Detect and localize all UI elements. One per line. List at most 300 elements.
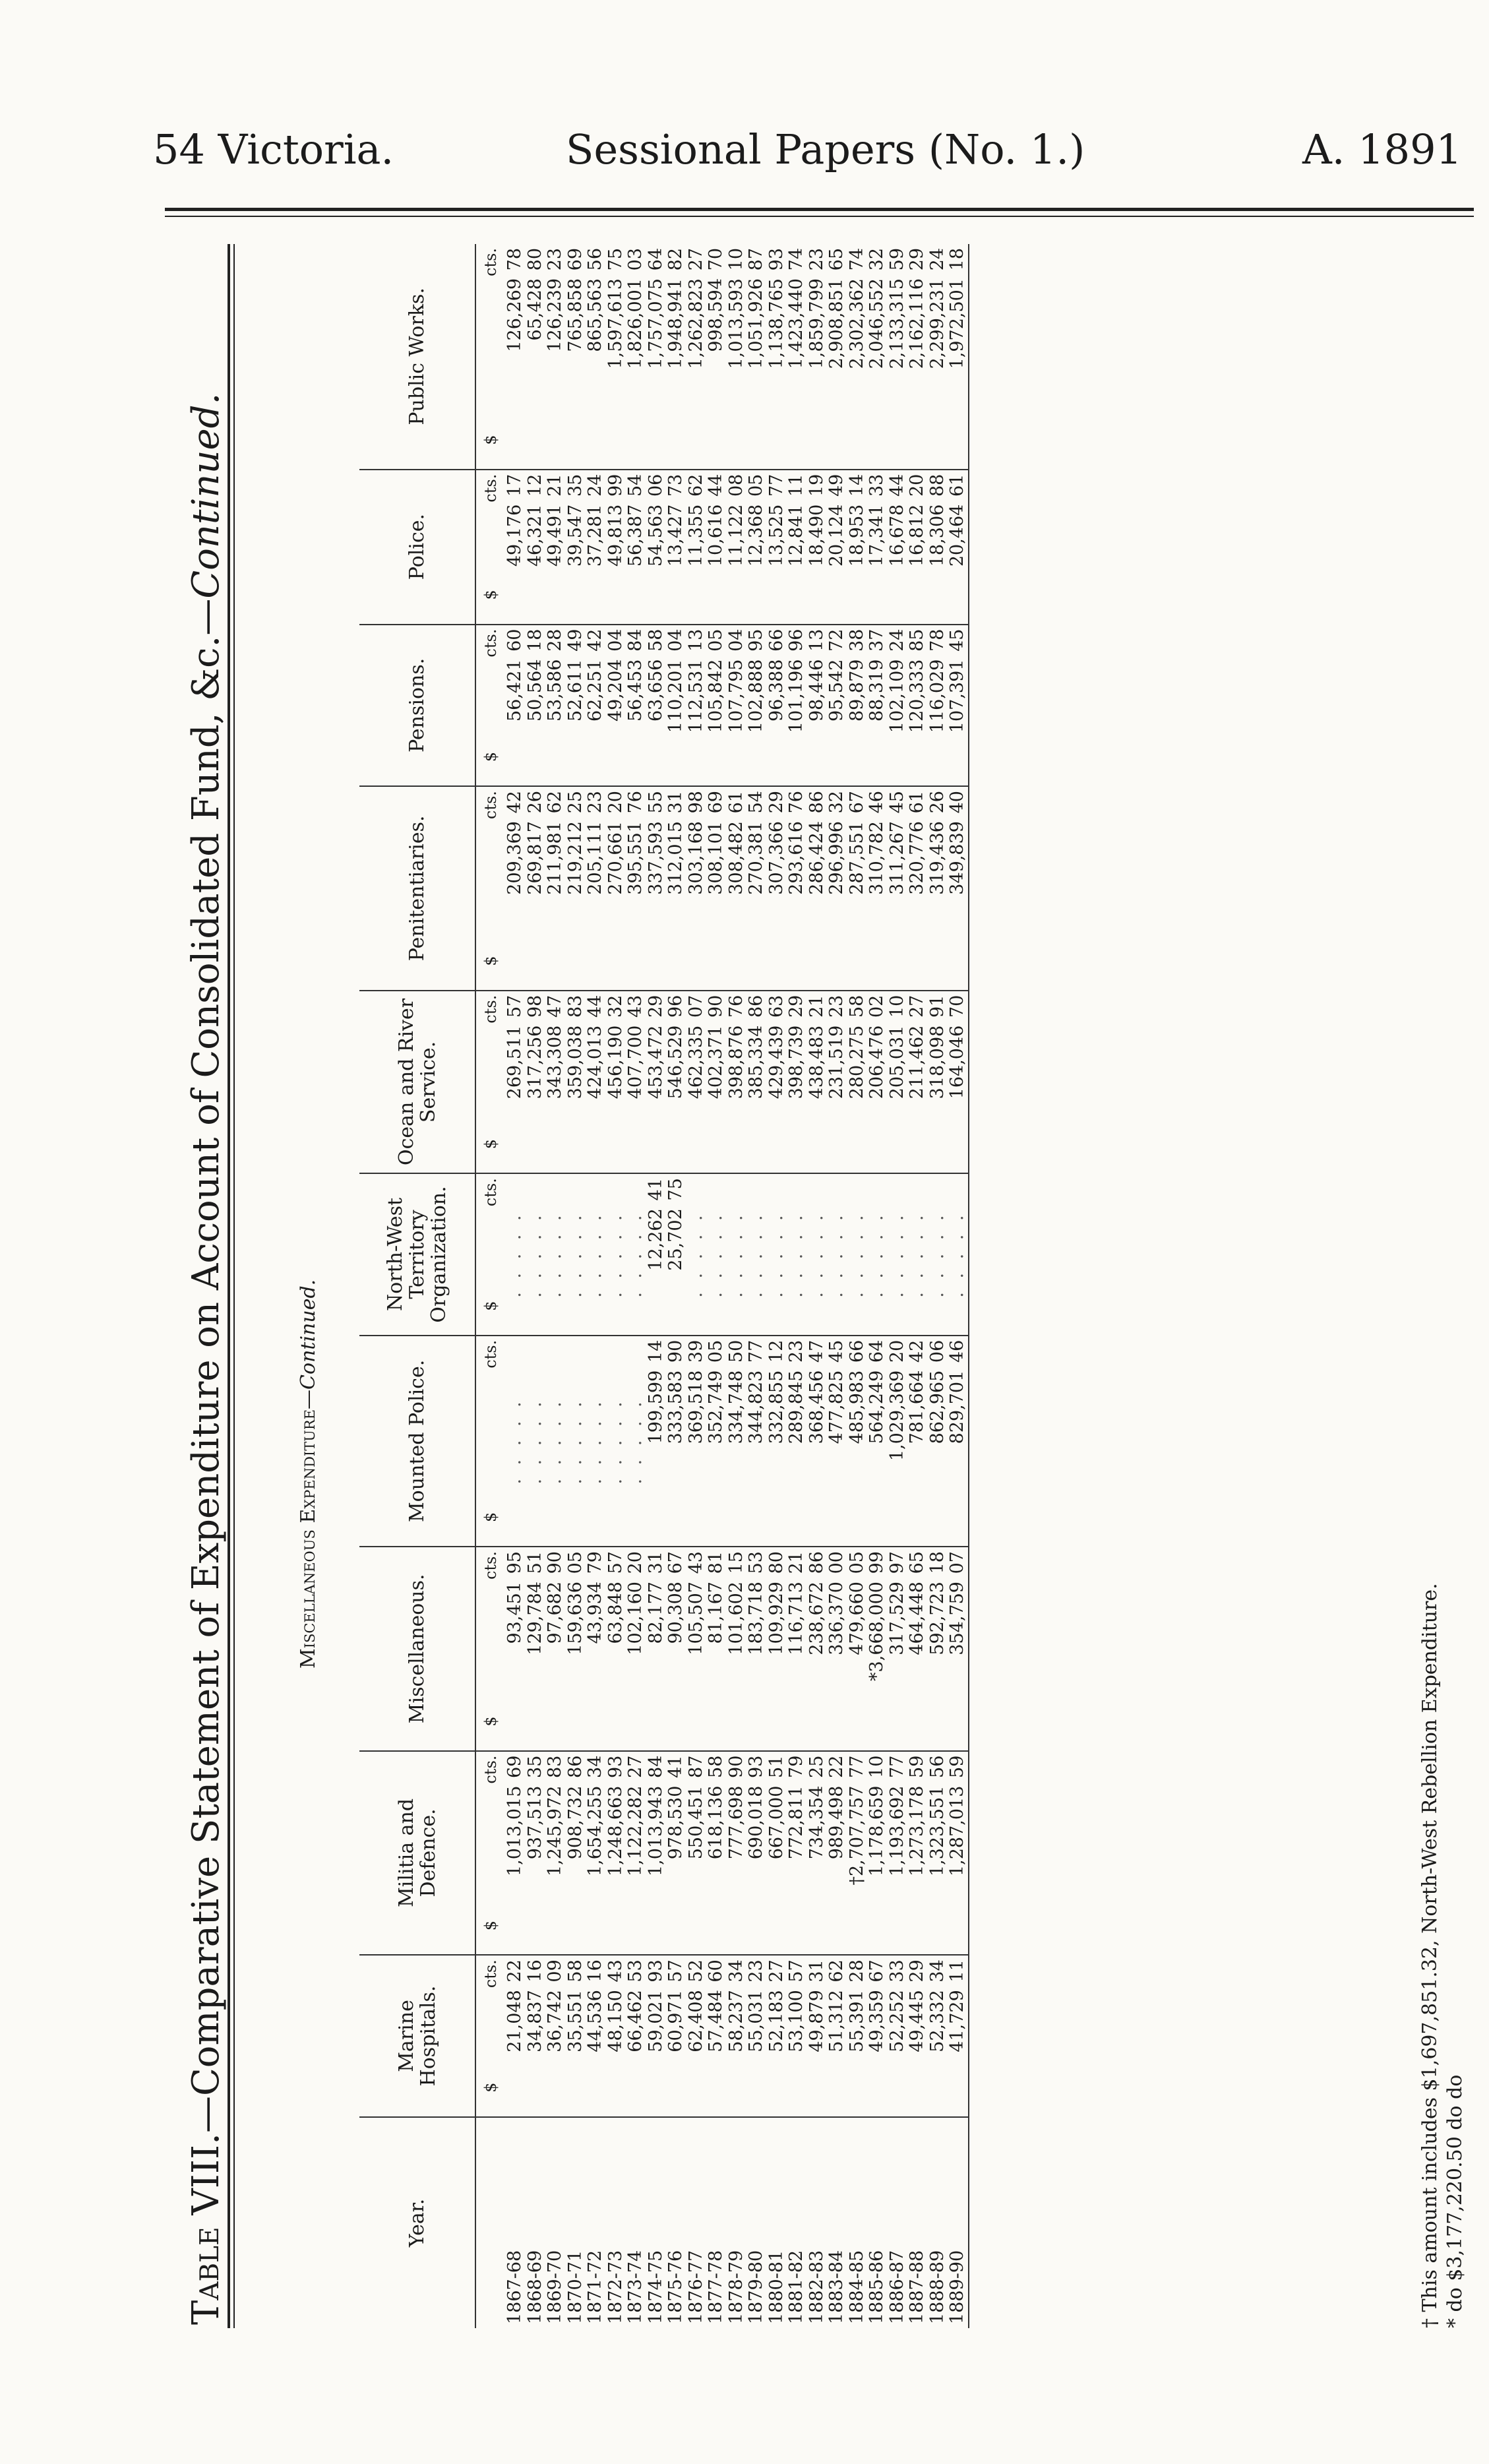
expenditure-table	[359, 244, 969, 2328]
amount-cell	[586, 244, 606, 470]
amount-cell	[626, 1955, 646, 2117]
footnote-star: * do $3,177,220.50 do do	[1443, 2074, 1467, 2328]
cents: 69	[706, 791, 726, 814]
amount-cell	[706, 786, 727, 991]
cents: 11	[947, 1959, 967, 1983]
amount-cell	[847, 991, 868, 1174]
cents: 10	[866, 1755, 887, 1778]
dollars: 49,491	[545, 504, 565, 567]
dollars: 1,826,001	[625, 278, 646, 369]
dollars: 183,718	[746, 1582, 766, 1655]
year-cell: 1878-79	[725, 2250, 746, 2324]
column-header: Police.	[359, 470, 475, 625]
amount-cell	[505, 991, 526, 1174]
cents: 31	[645, 1551, 666, 1574]
dollars: 49,879	[806, 1990, 827, 2052]
amount-cell	[787, 470, 807, 625]
cents: 86	[806, 1551, 827, 1574]
cents: 78	[504, 248, 525, 271]
dollars: 269,511	[504, 1025, 525, 1099]
dollars: 592,723	[927, 1582, 948, 1655]
amount-cell	[787, 625, 807, 787]
dollars: 1,029,369	[886, 1370, 907, 1462]
amount-cell	[545, 1955, 566, 2117]
amount-cell	[827, 1955, 847, 2117]
cents: 65	[907, 1551, 927, 1574]
dollars: 333,583	[665, 1370, 686, 1444]
cents: 26	[927, 791, 948, 814]
dollars: 53,586	[545, 659, 565, 722]
dollars: 116,713	[786, 1582, 806, 1655]
empty-cell: . . . . .	[526, 1336, 546, 1547]
dollars: 311,267	[886, 821, 907, 895]
amount-cell	[706, 625, 727, 787]
cents: 24	[585, 474, 605, 497]
dollars: 462,335	[685, 1025, 706, 1099]
amount-cell	[646, 625, 667, 787]
dollars: 1,273,178	[907, 1785, 927, 1877]
cents: 46	[866, 791, 887, 814]
dollars: 55,391	[846, 1990, 867, 2052]
amount-cell	[566, 991, 586, 1174]
cents: 02	[866, 995, 887, 1018]
dollars: 93,451	[504, 1582, 525, 1644]
amount-cell	[827, 1751, 847, 1956]
amount-cell	[646, 786, 667, 991]
amount-cell	[606, 1547, 626, 1751]
cents: 91	[927, 995, 948, 1018]
amount-cell	[767, 786, 787, 991]
amount-cell	[807, 625, 828, 787]
dollars: 385,334	[746, 1025, 766, 1099]
table-row	[727, 244, 747, 2328]
amount-cell	[505, 625, 526, 787]
cents: 29	[907, 248, 927, 271]
cents: 03	[625, 248, 646, 271]
amount-cell	[827, 786, 847, 991]
dollars: 772,811	[786, 1785, 806, 1860]
cents: 05	[846, 1551, 867, 1574]
amount-cell	[626, 1751, 646, 1956]
column-header: Ocean and River Service.	[359, 991, 475, 1174]
cents-label: cts.	[481, 1340, 500, 1369]
table-row	[907, 244, 928, 2328]
table-row	[545, 244, 566, 2328]
cents: 52	[685, 1959, 706, 1983]
amount-cell	[686, 1547, 707, 1751]
amount-cell	[907, 1955, 928, 2117]
dollars: 1,287,013	[947, 1785, 967, 1877]
dollars: 62,408	[685, 1990, 706, 2052]
session-label: 54 Victoria.	[153, 125, 394, 173]
year-cell: 1876-77	[685, 2250, 706, 2324]
table-row	[586, 244, 606, 2328]
dollars: 39,547	[564, 504, 586, 567]
dollars: 116,029	[927, 659, 948, 733]
dollars: 937,513	[524, 1785, 545, 1860]
amount-cell	[767, 1955, 787, 2117]
dollars: 18,953	[846, 504, 867, 567]
year-cell: 1885-86	[866, 2250, 887, 2324]
amount-cell	[727, 1751, 747, 1956]
empty-cell: . . . . .	[706, 1173, 727, 1336]
empty-cell: . . . . .	[767, 1173, 787, 1336]
cents: 79	[585, 1551, 605, 1574]
dollars: 1,859,799	[806, 278, 827, 369]
dollars: 398,739	[786, 1025, 806, 1099]
header-rule	[165, 208, 1474, 211]
cents: 62	[826, 1959, 847, 1983]
empty-cell: . . . . .	[526, 1173, 546, 1336]
dollars: 1,757,075	[645, 278, 666, 369]
dollars: 464,448	[907, 1582, 927, 1655]
dollars: 205,111	[585, 821, 605, 895]
cents: 76	[725, 995, 746, 1018]
amount-cell	[526, 470, 546, 625]
dollars: 18,306	[927, 504, 948, 567]
year-cell: 1882-83	[806, 2250, 827, 2324]
dollars: 49,204	[605, 659, 626, 722]
dollars: 98,446	[806, 659, 827, 722]
cents: 11	[786, 474, 806, 497]
dollars: 734,354	[806, 1785, 827, 1860]
dollars: 2,133,315	[886, 278, 907, 369]
dollars: 211,981	[545, 821, 565, 895]
unit-cell	[475, 1955, 505, 2117]
amount-cell	[586, 991, 606, 1174]
dollars: 11,122	[725, 504, 746, 567]
amount-cell	[746, 1336, 767, 1547]
cents: 20	[625, 1551, 646, 1574]
column-header: Year.	[359, 2117, 475, 2328]
frame-rule	[228, 244, 230, 2328]
table-row	[706, 244, 727, 2328]
dollars: 270,661	[605, 821, 626, 895]
empty-cell: . . . . .	[545, 1336, 566, 1547]
empty-cell: . . . . .	[888, 1173, 908, 1336]
cents: 66	[846, 1340, 867, 1363]
amount-cell	[907, 625, 928, 787]
cents: 29	[766, 791, 787, 814]
footnote-dagger: † This amount includes $1,697,851.32, North-West Rebellion Expenditure.	[1418, 1583, 1442, 2328]
amount-cell	[928, 991, 948, 1174]
empty-cell: . . . . .	[566, 1173, 586, 1336]
dollars: 52,183	[766, 1990, 787, 2052]
dollars: 318,098	[927, 1025, 948, 1099]
cents: 86	[746, 995, 766, 1018]
amount-cell	[888, 1336, 908, 1547]
year-cell: 1884-85	[846, 2250, 867, 2324]
amount-cell	[606, 625, 626, 787]
dollars: 1,972,501	[947, 278, 967, 369]
cents: 80	[766, 1551, 787, 1574]
cents: 69	[564, 248, 586, 271]
amount-cell	[827, 1547, 847, 1751]
cents: 27	[625, 1755, 646, 1778]
amount-cell	[907, 244, 928, 470]
dollars: 126,239	[545, 278, 565, 352]
dollars: 90,308	[665, 1582, 686, 1644]
frame-rule-thin	[233, 244, 235, 2328]
amount-cell	[867, 625, 888, 787]
cents: 24	[927, 248, 948, 271]
running-header	[0, 125, 1489, 185]
dollars: 120,333	[907, 659, 927, 733]
dollars: 2,302,362	[846, 278, 867, 369]
amount-cell	[827, 470, 847, 625]
table-row	[787, 244, 807, 2328]
cents: 05	[746, 474, 766, 497]
amount-cell	[586, 1751, 606, 1956]
cents: 84	[625, 629, 646, 652]
cents: 73	[665, 474, 686, 497]
amount-cell	[888, 625, 908, 787]
dollars: 63,848	[605, 1582, 626, 1644]
cents: 61	[907, 791, 927, 814]
dollars: 368,456	[806, 1370, 827, 1444]
amount-cell	[787, 1751, 807, 1956]
amount-cell	[767, 244, 787, 470]
dollars: 231,519	[826, 1025, 847, 1099]
empty-cell: . . . . .	[606, 1173, 626, 1336]
year-cell: 1873-74	[625, 2250, 646, 2324]
amount-cell	[686, 470, 707, 625]
dollars: 424,013	[585, 1025, 605, 1099]
dollars: 49,813	[605, 504, 626, 567]
amount-cell	[767, 991, 787, 1174]
cents: 21	[545, 474, 565, 497]
dollars: 865,563	[585, 278, 605, 352]
cents: 00	[826, 1551, 847, 1574]
dollars: 206,476	[866, 1025, 887, 1099]
table-row	[666, 244, 686, 2328]
cents: 96	[665, 995, 686, 1018]
dollars: 1,597,613	[605, 278, 626, 369]
dollars: 354,759	[947, 1582, 967, 1655]
amount-cell	[545, 470, 566, 625]
amount-cell	[606, 244, 626, 470]
dollars: 1,122,282	[625, 1785, 646, 1877]
dollars: 546,529	[665, 1025, 686, 1099]
amount-cell	[907, 1751, 928, 1956]
amount-cell	[928, 244, 948, 470]
column-header: Marine Hospitals.	[359, 1955, 475, 2117]
dollars: 349,839	[947, 821, 967, 895]
empty-cell: . . . . .	[928, 1173, 948, 1336]
dollars: 485,983	[846, 1370, 867, 1444]
cents: 23	[786, 1340, 806, 1363]
cents: 58	[645, 629, 666, 652]
empty-cell: . . . . .	[787, 1173, 807, 1336]
year-cell: 1870-71	[564, 2250, 586, 2324]
dollars: 52,252	[886, 1990, 907, 2052]
cents: 13	[806, 629, 827, 652]
amount-cell	[666, 991, 686, 1174]
cents: 86	[806, 791, 827, 814]
amount-cell	[626, 470, 646, 625]
dollars: 1,013,593	[725, 278, 746, 369]
dollars: 205,031	[886, 1025, 907, 1099]
cents: 75	[605, 248, 626, 271]
amount-cell	[545, 1751, 566, 1956]
cents: 07	[685, 995, 706, 1018]
dollar-sign: $	[481, 751, 500, 762]
cents: 12	[766, 1340, 787, 1363]
cents: 83	[545, 1755, 565, 1778]
amount-cell	[646, 1173, 667, 1336]
amount-cell	[606, 991, 626, 1174]
year-cell: 1871-72	[585, 2250, 605, 2324]
cents: 83	[564, 995, 586, 1018]
dollars: 105,842	[706, 659, 726, 733]
dollars: 51,312	[826, 1990, 847, 2052]
amount-cell	[686, 244, 707, 470]
amount-cell	[867, 786, 888, 991]
cents: 86	[564, 1755, 586, 1778]
cents: 14	[645, 1340, 666, 1363]
cents: 38	[846, 629, 867, 652]
empty-cell: . . . . .	[867, 1173, 888, 1336]
cents: 69	[504, 1755, 525, 1778]
amount-cell	[827, 1336, 847, 1547]
table-row	[827, 244, 847, 2328]
amount-cell	[907, 786, 928, 991]
dollars: 989,498	[826, 1785, 847, 1860]
cents: 34	[725, 1959, 746, 1983]
dollars: 862,965	[927, 1370, 948, 1444]
dollars: 109,929	[766, 1582, 787, 1655]
cents: 22	[826, 1755, 847, 1778]
unit-cell	[475, 1547, 505, 1751]
cents: 20	[605, 791, 626, 814]
unit-cell-year	[475, 2117, 505, 2328]
dollars: 407,700	[625, 1025, 646, 1099]
dollars: 1,245,972	[545, 1785, 565, 1877]
dollars: 1,248,663	[605, 1785, 626, 1877]
year-cell: 1877-78	[706, 2250, 726, 2324]
dollars: 89,879	[846, 659, 867, 722]
cents: 87	[746, 248, 766, 271]
dollars: 908,732	[564, 1785, 586, 1860]
dollars: 56,421	[504, 659, 525, 722]
amount-cell	[787, 244, 807, 470]
amount-cell	[888, 244, 908, 470]
amount-cell	[847, 786, 868, 991]
amount-cell	[686, 786, 707, 991]
amount-cell	[505, 1955, 526, 2117]
dollars: 343,308	[545, 1025, 565, 1099]
dollars: 20,124	[826, 504, 847, 567]
amount-cell	[928, 1955, 948, 2117]
cents: 64	[645, 248, 666, 271]
amount-cell	[827, 991, 847, 1174]
table-row	[526, 244, 546, 2328]
amount-cell	[847, 1547, 868, 1751]
cents: 42	[585, 629, 605, 652]
cents: 27	[685, 248, 706, 271]
dollars: 777,698	[725, 1785, 746, 1860]
cents: 82	[665, 248, 686, 271]
cents: 29	[645, 995, 666, 1018]
amount-cell	[545, 991, 566, 1174]
empty-cell: . . . . .	[626, 1173, 646, 1336]
dollars: 369,518	[685, 1370, 706, 1444]
cents: 59	[947, 1755, 967, 1778]
cents: 47	[545, 995, 565, 1018]
cents: 20	[886, 1340, 907, 1363]
amount-cell	[847, 244, 868, 470]
cents: 90	[725, 1755, 746, 1778]
cents: 09	[545, 1959, 565, 1983]
year-cell: 1872-73	[605, 2250, 626, 2324]
dollars: 438,483	[806, 1025, 827, 1099]
dollars: 97,682	[545, 1582, 565, 1644]
cents: 10	[886, 995, 907, 1018]
dollars: 320,776	[907, 821, 927, 895]
amount-cell	[526, 991, 546, 1174]
cents: 31	[806, 1959, 827, 1983]
amount-cell	[626, 786, 646, 991]
dollars: 310,782	[866, 821, 887, 895]
dollars: 53,100	[786, 1990, 806, 2052]
cents: 61	[725, 791, 746, 814]
amount-cell	[566, 244, 586, 470]
dollars: 102,160	[625, 1582, 646, 1655]
cents: 57	[504, 995, 525, 1018]
cents: 77	[846, 1755, 867, 1778]
cents: 23	[585, 791, 605, 814]
amount-cell	[746, 991, 767, 1174]
amount-cell	[566, 1547, 586, 1751]
amount-cell	[727, 1547, 747, 1751]
year-cell: 1879-80	[746, 2250, 766, 2324]
dollars: 289,845	[786, 1370, 806, 1444]
year-cell: 1887-88	[907, 2250, 927, 2324]
amount-cell	[505, 786, 526, 991]
amount-cell	[907, 991, 928, 1174]
table-body	[505, 244, 969, 2328]
dollars: 102,888	[746, 659, 766, 733]
dollars: 110,201	[665, 659, 686, 733]
dollars: 49,445	[907, 1990, 927, 2052]
cents: 42	[504, 791, 525, 814]
unit-cell	[475, 625, 505, 787]
dollars: 25,702	[665, 1208, 686, 1271]
amount-cell	[867, 1336, 888, 1547]
cents: 93	[746, 1755, 766, 1778]
cents: 23	[826, 995, 847, 1018]
amount-cell	[746, 625, 767, 787]
dollars: 1,193,692	[886, 1785, 907, 1877]
amount-cell	[526, 244, 546, 470]
column-header: Militia and Defence.	[359, 1751, 475, 1956]
dollars: 690,018	[746, 1785, 766, 1860]
dollars: 129,784	[524, 1582, 545, 1655]
dollars: 280,275	[846, 1025, 867, 1099]
amount-cell	[706, 1955, 727, 2117]
amount-cell	[706, 991, 727, 1174]
amount-cell	[907, 1547, 928, 1751]
cents: 25	[564, 791, 586, 814]
cents-label: cts.	[481, 1755, 500, 1784]
cents-label: cts.	[481, 1178, 500, 1207]
cents: 08	[725, 474, 746, 497]
cents: 70	[706, 248, 726, 271]
cents: 65	[826, 248, 847, 271]
dollars: 81,167	[706, 1582, 726, 1644]
empty-cell: . . . . .	[586, 1336, 606, 1547]
amount-cell	[646, 1547, 667, 1751]
